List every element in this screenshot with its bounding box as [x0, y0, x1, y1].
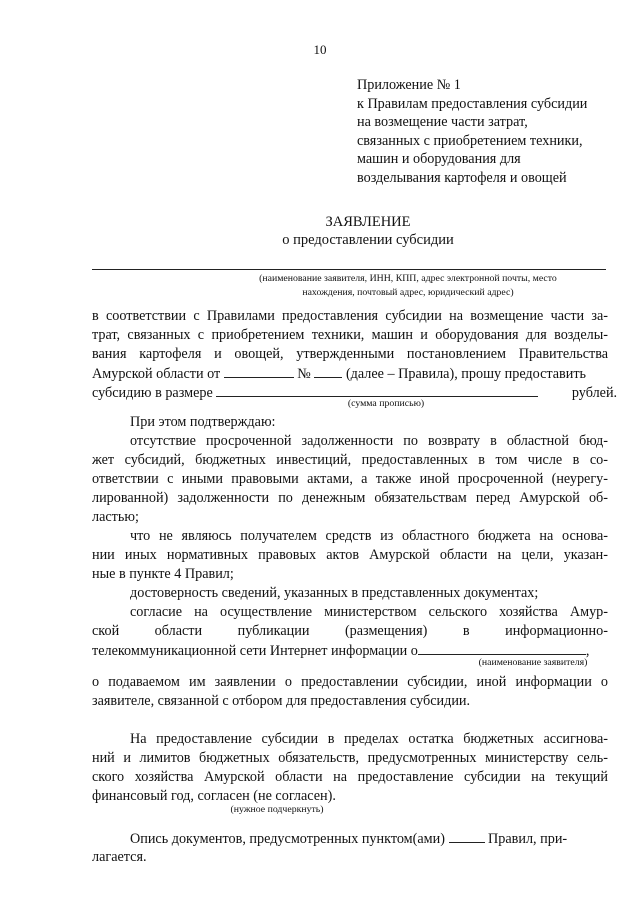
- text-fragment: Правил, при-: [488, 831, 568, 847]
- body-line-date-number: [92, 364, 608, 383]
- text-fragment: ской: [92, 623, 120, 639]
- body-line: ластью;: [92, 509, 139, 525]
- applicant-field-line[interactable]: [92, 269, 606, 270]
- body-line: о подаваемом им заявлении о предоставлении субсидии, иной информации о: [92, 674, 608, 690]
- text-fragment: телекоммуникационной сети Интернет информации о: [92, 643, 418, 659]
- body-line: согласие на осуществление министерством сельского хозяйства Амур-: [130, 604, 608, 620]
- text-fragment: области: [154, 623, 203, 639]
- number-blank-field[interactable]: [314, 364, 342, 378]
- body-line: ского хозяйства Амурской области на предоставление субсидии на текущий: [92, 769, 608, 785]
- confirm-intro: При этом подтверждаю:: [130, 414, 276, 430]
- clause-blank-field[interactable]: [449, 829, 485, 843]
- appendix-block: [357, 76, 627, 188]
- name-caption: (наименование заявителя): [478, 657, 588, 668]
- appendix-line: связанных с приобретением техники,: [357, 132, 583, 149]
- body-line: жет субсидий, бюджетных инвестиций, предоставленных в том числе в со-: [92, 452, 608, 468]
- body-line: ний и лимитов бюджетных обязательств, предусмотренных министерству сель-: [92, 750, 608, 766]
- body-line: достоверность сведений, указанных в представленных документах;: [130, 585, 539, 601]
- text-fragment: Опись документов, предусмотренных пунктом(ами): [130, 831, 445, 847]
- applicant-name-blank-field[interactable]: [418, 641, 586, 655]
- amount-caption: (сумма прописью): [347, 398, 425, 409]
- body-line: финансовый год, согласен (не согласен).: [92, 788, 336, 804]
- body-line: нии иных нормативных правовых актов Амурской области на цели, указан-: [92, 547, 608, 563]
- body-line: лированной) задолженности по денежным обязательствам перед Амурской об-: [92, 490, 608, 506]
- body-line: что не являюсь получателем средств из областного бюджета на основа-: [130, 528, 608, 544]
- underline-caption: (нужное подчеркнуть): [230, 804, 324, 815]
- caption-line: (наименование заявителя, ИНН, КПП, адрес электронной почты, место: [259, 273, 557, 284]
- date-blank-field[interactable]: [224, 364, 294, 378]
- appendix-line: возделывания картофеля и овощей: [357, 169, 567, 186]
- text-fragment: публикации: [237, 623, 310, 639]
- document-subtitle: о предоставлении субсидии: [282, 232, 454, 248]
- appendix-line: машин и оборудования для: [357, 151, 521, 168]
- caption-line: нахождения, почтовый адрес, юридический адрес): [302, 287, 514, 298]
- body-line: ответствии с иными правовыми актами, а также иной просроченной (неурегу-: [92, 471, 608, 487]
- text-fragment: в: [462, 623, 470, 639]
- body-line: в соответствии с Правилами предоставления субсидии на возмещение части за-: [92, 308, 608, 324]
- body-line: трат, связанных с приобретением техники, машин и оборудования для возделы-: [92, 327, 608, 343]
- body-line: отсутствие просроченной задолженности по возврату в областной бюд-: [130, 433, 608, 449]
- appendix-line: на возмещение части затрат,: [357, 114, 528, 131]
- page-number: 10: [313, 42, 327, 57]
- body-line: ные в пункте 4 Правил;: [92, 566, 234, 582]
- text-fragment: (далее – Правила), прошу предоставить: [345, 366, 587, 382]
- text-fragment: №: [297, 366, 311, 382]
- body-line: лагается.: [92, 849, 147, 865]
- body-line: вания картофеля и овощей, утвержденными постановлением Правительства: [92, 346, 608, 362]
- text-fragment: Амурской области от: [92, 366, 221, 382]
- appendix-line: Приложение № 1: [357, 77, 461, 93]
- document-title: ЗАЯВЛЕНИЕ: [325, 214, 411, 230]
- text-fragment: ,: [585, 643, 590, 659]
- text-fragment: информационно-: [505, 623, 608, 639]
- body-line-inventory: [130, 829, 608, 848]
- amount-blank-field[interactable]: [216, 383, 538, 397]
- text-fragment: рублей.: [571, 385, 618, 401]
- text-fragment: субсидию в размере: [92, 385, 213, 401]
- body-line: На предоставление субсидии в пределах остатка бюджетных ассигнова-: [130, 731, 608, 747]
- body-line: заявителе, связанной с отбором для предоставления субсидии.: [92, 693, 471, 709]
- appendix-line: к Правилам предоставления субсидии: [357, 95, 588, 112]
- body-line-spread: [92, 622, 608, 640]
- text-fragment: (размещения): [344, 623, 428, 639]
- applicant-caption: [92, 272, 640, 300]
